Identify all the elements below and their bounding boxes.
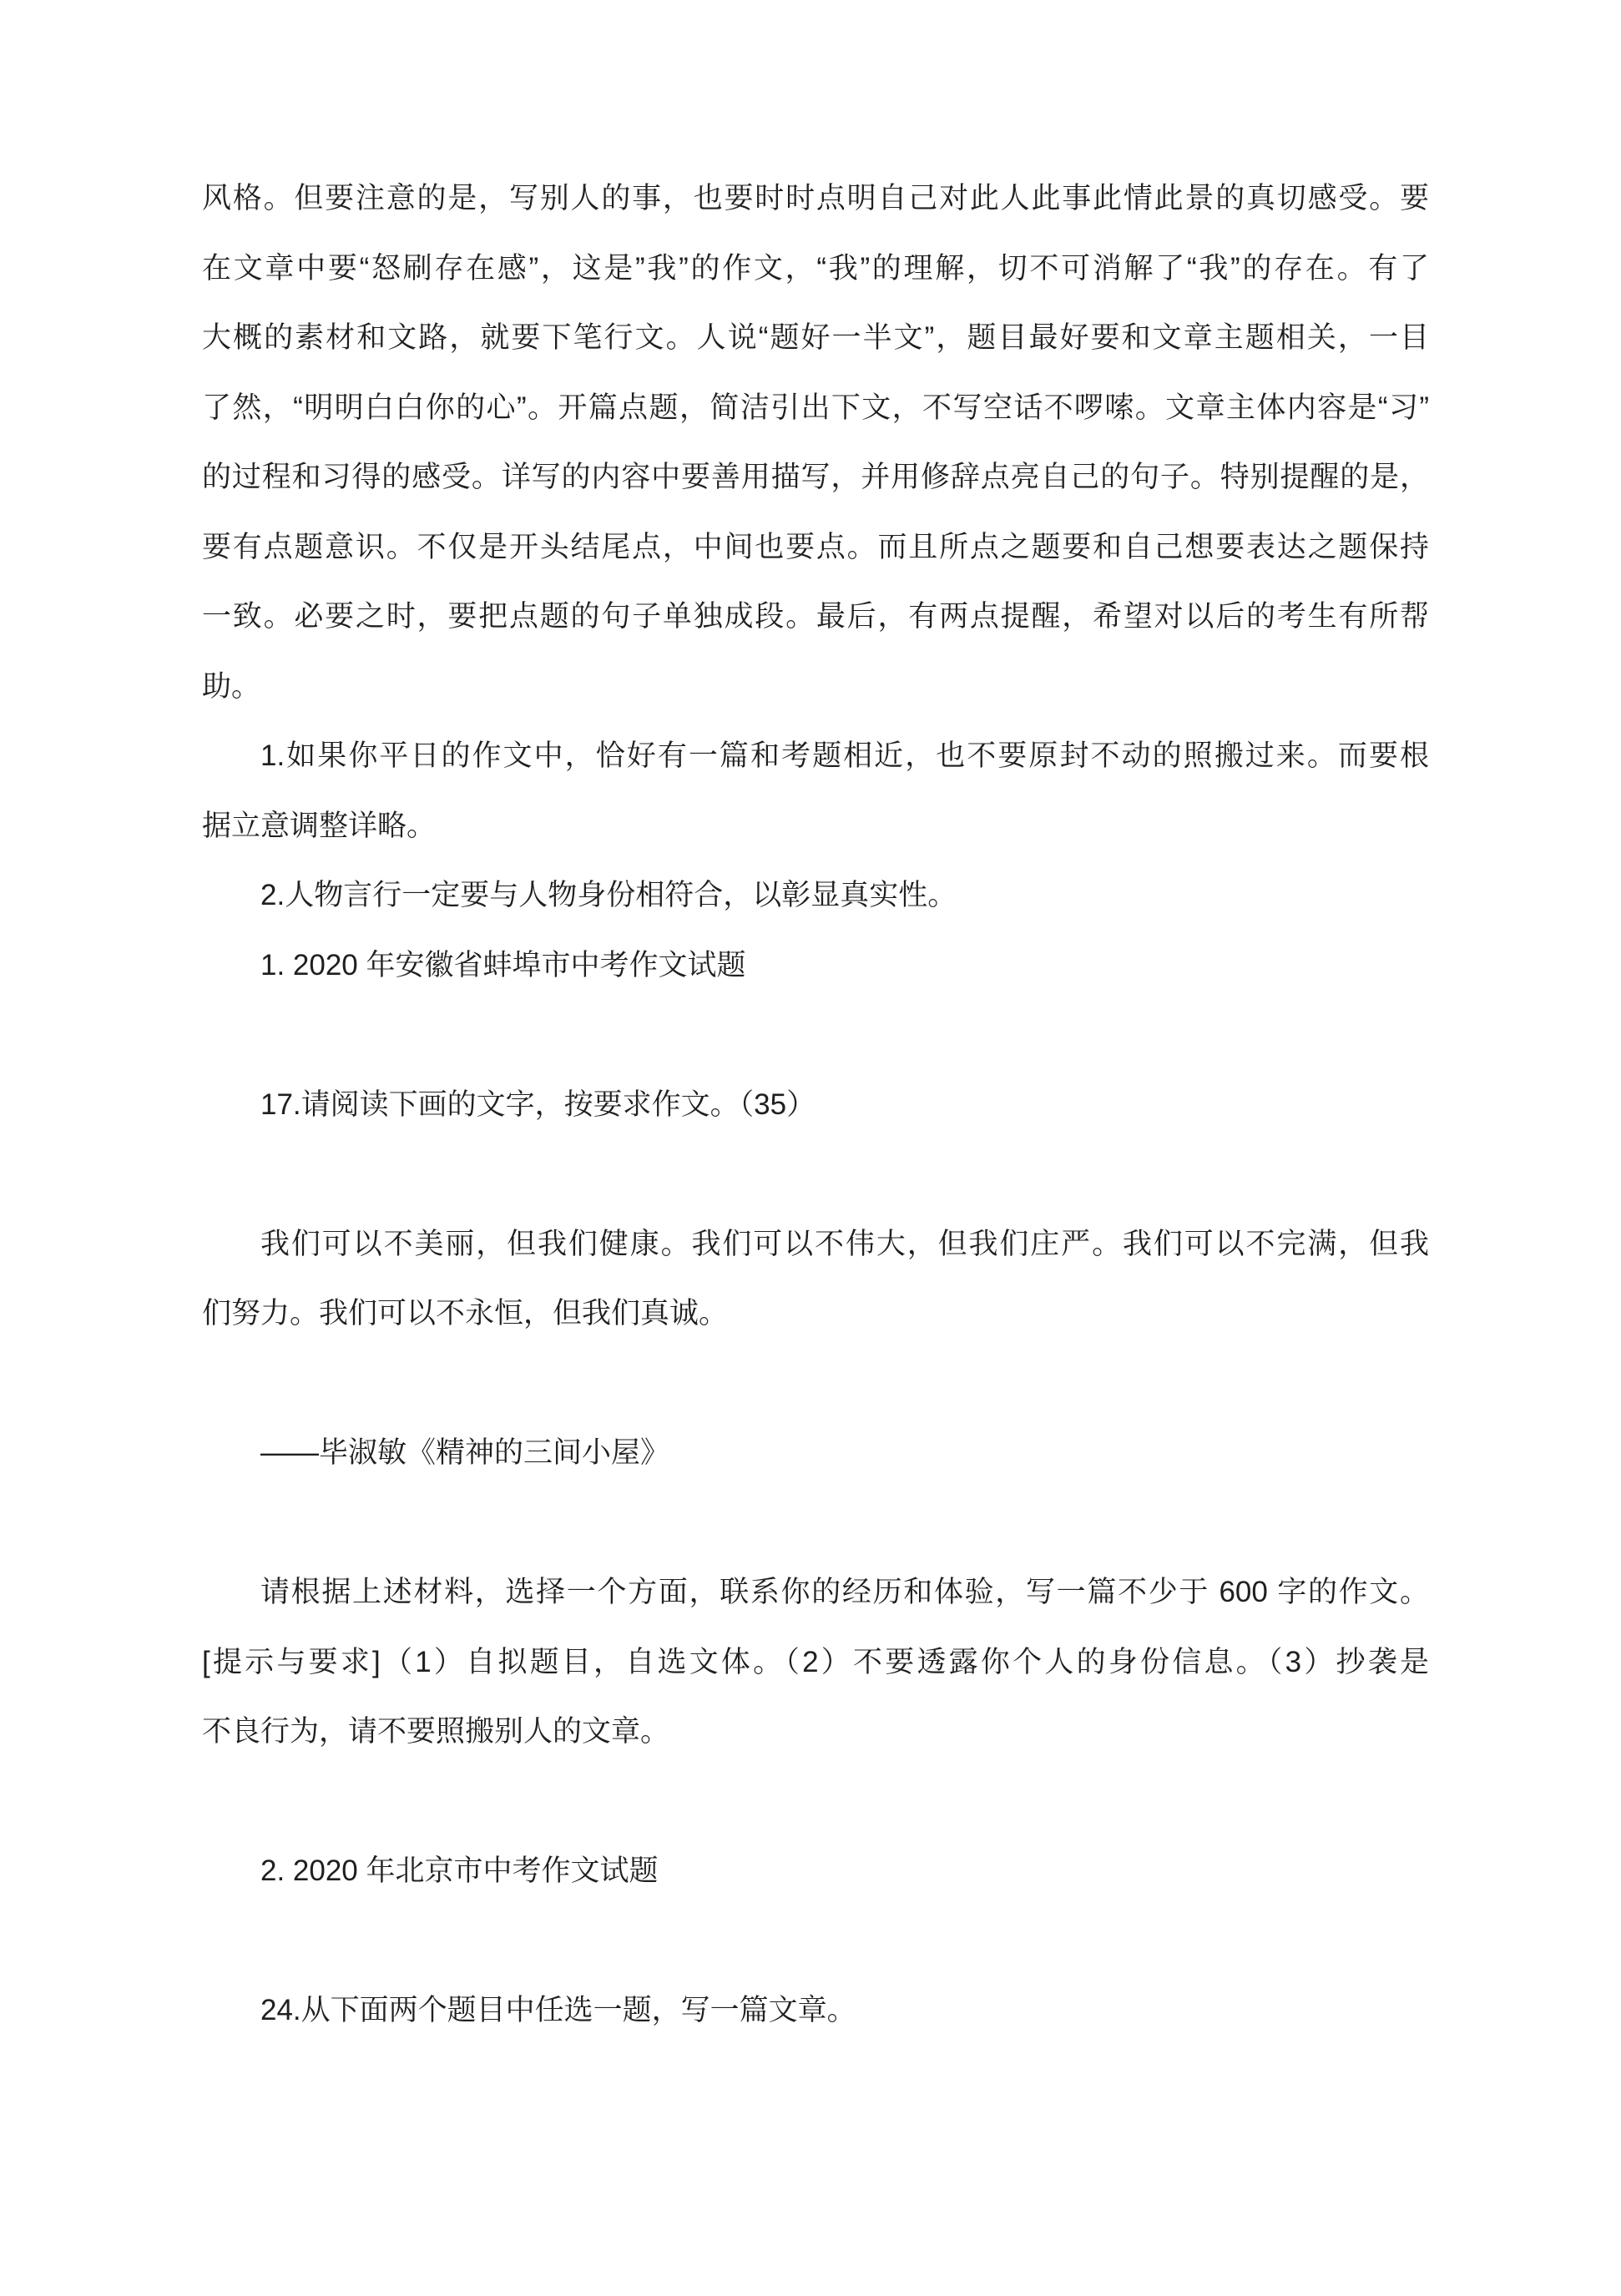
text-line: 了然，“明明白白你的心”。开篇点题，简洁引出下文，不写空话不啰嗦。文章主体内容是“习”	[202, 391, 1429, 424]
document-body	[202, 164, 1429, 2046]
text-line: 请根据上述材料，选择一个方面，联系你的经历和体验，写一篇不少于 600 字的作文。	[260, 1576, 1429, 1608]
text-line: 风格。但要注意的是，写别人的事，也要时时点明自己对此人此事此情此景的真切感受。要	[202, 182, 1429, 214]
text-line: 的过程和习得的感受。详写的内容中要善用描写，并用修辞点亮自己的句子。特别提醒的是，	[202, 461, 1429, 493]
text-line: 大概的素材和文路，就要下笔行文。人说“题好一半文”，题目最好要和文章主题相关，一目	[202, 321, 1429, 354]
attribution	[202, 1418, 1429, 1488]
section-heading-anhui	[202, 931, 1429, 1001]
text-line: 2.人物言行一定要与人物身份相符合，以彰显真实性。	[260, 879, 957, 911]
text-line: 24.从下面两个题目中任选一题，写一篇文章。	[260, 1994, 856, 2026]
text-line: 一致。必要之时，要把点题的句子单独成段。最后，有两点提醒，希望对以后的考生有所帮	[202, 600, 1429, 633]
text-line: 17.请阅读下画的文字，按要求作文。（35）	[260, 1087, 816, 1121]
text-line: [提示与要求]（1）自拟题目，自选文体。（2）不要透露你个人的身份信息。（3）抄袭是	[202, 1645, 1429, 1678]
text-line: 在文章中要“怒刷存在感”，这是”我”的作文，“我”的理解，切不可消解了“我”的存在。有了	[202, 251, 1429, 285]
question-17	[202, 1070, 1429, 1140]
paragraph-tip-1	[202, 721, 1429, 860]
text-line: 2. 2020 年北京市中考作文试题	[260, 1854, 659, 1887]
text-line: 们努力。我们可以不永恒，但我们真诚。	[202, 1297, 729, 1330]
text-line: ——毕淑敏《精神的三间小屋》	[260, 1436, 670, 1469]
text-line: 据立意调整详略。	[202, 809, 437, 842]
question-24	[202, 1976, 1429, 2046]
paragraph-material	[202, 1209, 1429, 1349]
text-line: 1.如果你平日的作文中，恰好有一篇和考题相近，也不要原封不动的照搬过来。而要根	[260, 739, 1429, 772]
text-line: 要有点题意识。不仅是开头结尾点，中间也要点。而且所点之题要和自己想要表达之题保持	[202, 530, 1429, 563]
section-heading-beijing	[202, 1836, 1429, 1906]
paragraph-writing-advice	[202, 164, 1429, 721]
paragraph-requirements	[202, 1557, 1429, 1767]
text-line: 不良行为，请不要照搬别人的文章。	[202, 1715, 670, 1748]
text-line: 助。	[202, 669, 261, 703]
paragraph-tip-2	[202, 860, 1429, 931]
text-line: 我们可以不美丽，但我们健康。我们可以不伟大，但我们庄严。我们可以不完满，但我	[260, 1227, 1429, 1260]
text-line: 1. 2020 年安徽省蚌埠市中考作文试题	[260, 948, 746, 981]
